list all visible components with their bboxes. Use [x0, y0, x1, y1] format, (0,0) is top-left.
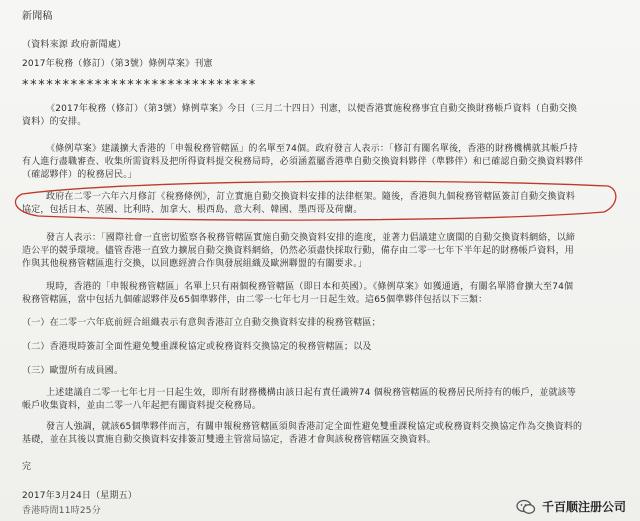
paragraph-line: 發言人強調，就該65個準夥伴而言，有關申報稅務管轄區須與香港訂定全面性避免雙重課稅協定或稅務資料交換協定作為交換資料的 [46, 422, 583, 432]
subject-line: 2017年稅務（修訂）（第3號）條例草案》刊憲 [22, 59, 213, 69]
paragraph-line: 協定，包括日本、英國、比利時、加拿大、根西島、意大利、韓國、墨西哥及荷蘭。 [22, 205, 363, 215]
wechat-icon [516, 499, 536, 515]
list-item-2: （二）香港現時簽訂全面性避免雙重課稅協定或稅務資料交換協定的稅務管轄區；以及 [22, 342, 372, 352]
list-item-3: （三）歐盟所有成員國。 [22, 366, 124, 376]
time-line: 香港時間11時25分 [22, 506, 101, 516]
paragraph-line: （確認夥伴）的稅務居民。」 [22, 170, 138, 180]
watermark [516, 498, 626, 515]
paragraph-line: 現時，香港的「申報稅務管轄區」名單上只有兩個稅務管轄區（即日本和英國）。《條例草案》如獲通過，有關名單將會擴大至74個 [46, 282, 574, 292]
paragraph-line: 帳戶收集資料，並由二零一八年起把有關資料提交稅務局。 [22, 401, 262, 411]
paragraph-3-highlighted [22, 191, 622, 217]
source-line: （資料來源 政府新聞處） [22, 40, 127, 50]
list-item-1: （一）在二零一六年底前經合組織表示有意與香港訂立自動交換資料安排的稅務管轄區； [22, 318, 381, 328]
paragraph-line: 上述建議自二零一七年七月一日起生效，即所有財務機構由該日起有責任識辨74 個稅務管轄區的稅務居民所持有的帳戶，並就該等 [46, 388, 577, 398]
watermark-text: 千百顺注册公司 [541, 500, 626, 514]
paragraph-7 [22, 421, 622, 447]
paragraph-line: 資料）的安排。 [22, 117, 87, 127]
paragraph-line: 稅務管轄區，當中包括九個確認夥伴及65個準夥伴，由二零一七年七月一日起生效。這65個準夥伴包括以下三類： [22, 295, 488, 305]
paragraph-5 [22, 281, 622, 307]
paragraph-1 [22, 103, 622, 129]
paragraph-line: 有人進行盡職審查、收集所需資料及把所得資料提交稅務局時，必須涵蓋屬香港準自動交換資料夥伴（準夥伴）和已確認自動交換資料夥伴 [22, 157, 584, 167]
paragraph-line: 作與其他稅務管轄區進行交換，以回應經濟合作與發展組織及歐洲聯盟的有關要求。」 [22, 259, 368, 269]
paragraph-2 [22, 143, 622, 182]
paragraph-4 [22, 232, 622, 271]
paragraph-line: 基礎，並在其後以實施自動交換資料安排簽訂雙邊主管當局協定，香港才會與該稅務管轄區交換資料。 [22, 435, 437, 445]
end-mark: 完 [22, 462, 32, 472]
paragraph-6 [22, 387, 622, 413]
separator-stars: ***************************** [22, 79, 257, 92]
date-line: 2017年3月24日（星期五） [22, 491, 138, 501]
paragraph-line: 《2017年稅務（修訂）（第3號）條例草案》今日（三月二十四日）刊憲，以便香港實施稅務事宜自動交換財務帳戶資料（自動交換 [46, 104, 578, 114]
paragraph-line: 造公平的競爭環境。儘管香港一直致力擴展自動交換資料網絡，仍然必須盡快採取行動，備存由二零一七年下半年起的財務帳戶資料，用 [22, 246, 575, 256]
paragraph-line: 發言人表示：「國際社會一直密切監察各稅務管轄區實施自動交換資料安排的進度，並著力倡議建立廣闊的自動交換資料網絡，以締 [46, 233, 576, 243]
paragraph-line: 《條例草案》建議擴大香港的「申報稅務管轄區」的名單至74個。政府發言人表示：「修訂有關名單後，香港的財務機構就其帳戶持 [46, 144, 578, 154]
document-header: 新聞稿 [22, 11, 53, 22]
paragraph-line: 政府在二零一六年六月修訂《稅務條例》，訂立實施自動交換資料安排的法律框架。隨後，香港與九個稅務管轄區簽訂自動交換資料 [46, 192, 576, 202]
